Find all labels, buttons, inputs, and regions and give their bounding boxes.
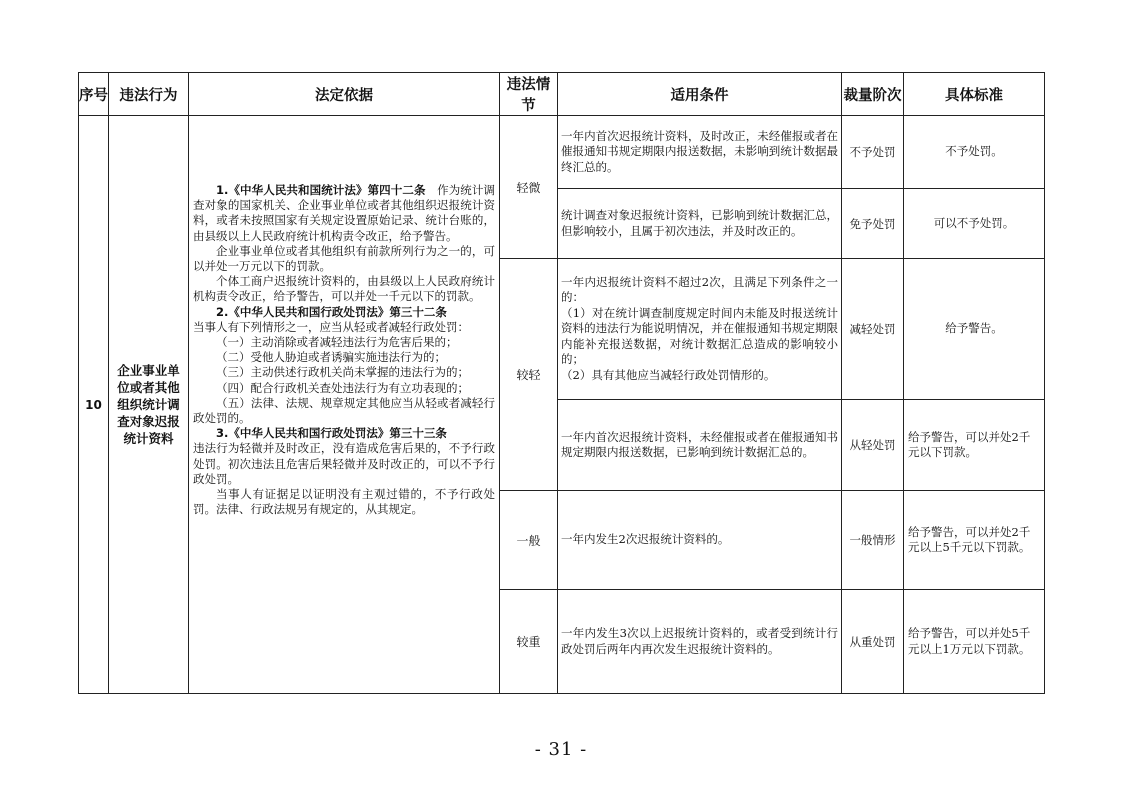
standard-cell: 不予处罚。: [904, 116, 1045, 189]
condition-line: 一年内迟报统计资料不超过2次，且满足下列条件之一的：: [561, 274, 838, 305]
header-seq: 序号: [79, 73, 109, 116]
header-tier: 裁量阶次: [842, 73, 904, 116]
condition-cell: 统计调查对象迟报统计资料，已影响到统计数据汇总，但影响较小，且属于初次违法，并及时改正的。: [558, 189, 842, 259]
basis-para-4-text: 当事人有下列情形之一，应当从轻或者减轻行政处罚：: [193, 319, 469, 334]
condition-cell: 一年内发生3次以上迟报统计资料的，或者受到统计行政处罚后两年内再次发生迟报统计资料的。: [558, 590, 842, 694]
basis-para-5-text: 违法行为轻微并及时改正，没有造成危害后果的，不予行政处罚。初次违法且危害后果轻微并及时改正的，可以不予行政处罚。: [193, 441, 495, 486]
condition-cell: [558, 259, 842, 400]
standard-cell: 给予警告，可以并处2千元以上5千元以下罚款。: [904, 491, 1045, 590]
basis-item-3: （三）主动供述行政机关尚未掌握的违法行为的；: [216, 365, 469, 380]
condition-cell: 一年内首次迟报统计资料，及时改正，未经催报或者在催报通知书规定期限内报送数据，未影响到统计数据最终汇总的。: [558, 116, 842, 189]
standard-cell: 给予警告，可以并处5千元以上1万元以下罚款。: [904, 590, 1045, 694]
basis-item-1: （一）主动消除或者减轻违法行为危害后果的；: [216, 335, 458, 350]
tier-cell: 从轻处罚: [842, 400, 904, 491]
basis-item-5: （五）法律、法规、规章规定其他应当从轻或者减轻行政处罚的。: [193, 395, 495, 426]
standard-cell: 给予警告，可以并处2千元以下罚款。: [904, 400, 1045, 491]
standard-cell: 可以不予处罚。: [904, 189, 1045, 259]
condition-line: （1）对在统计调查制度规定时间内未能及时报送统计资料的违法行为能说明情况，并在催报通知书规定期限内能补充报送数据，对统计数据汇总造成的影响较小的；: [561, 305, 838, 367]
condition-cell: 一年内发生2次迟报统计资料的。: [558, 491, 842, 590]
tier-cell: 不予处罚: [842, 116, 904, 189]
header-basis: 法定依据: [189, 73, 500, 116]
basis-para-1: [193, 183, 495, 244]
basis-law-1-title: 1.《中华人民共和国统计法》第四十二条: [216, 183, 426, 197]
level-light: 较轻: [500, 259, 558, 491]
penalty-table: [78, 72, 1045, 694]
basis-para-6: 当事人有证据足以证明没有主观过错的，不予行政处罚。法律、行政法规另有规定的，从其规定。: [193, 487, 495, 517]
basis-law-2-title: 2.《中华人民共和国行政处罚法》第三十二条: [216, 304, 447, 319]
level-minor: 轻微: [500, 116, 558, 259]
standard-cell: 给予警告。: [904, 259, 1045, 400]
level-serious: 较重: [500, 590, 558, 694]
header-standard: 具体标准: [904, 73, 1045, 116]
basis-para-3: 个体工商户迟报统计资料的，由县级以上人民政府统计机构责令改正，给予警告，可以并处一千元以下的罚款。: [193, 274, 495, 304]
basis-law-1-text: 作为统计调查对象的国家机关、企业事业单位或者其他组织迟报统计资料，或者未按照国家有关规定设置原始记录、统计台账的，由县级以上人民政府统计机构责令改正，给予警告。: [193, 183, 495, 243]
tier-cell: 免予处罚: [842, 189, 904, 259]
header-condition: 适用条件: [558, 73, 842, 116]
legal-basis: [189, 116, 500, 694]
basis-item-2: （二）受他人胁迫或者诱骗实施违法行为的；: [216, 350, 446, 365]
condition-line: （2）具有其他应当减轻行政处罚情形的。: [561, 367, 776, 382]
page-number: - 31 -: [534, 739, 588, 760]
basis-law-3-title: 3.《中华人民共和国行政处罚法》第三十三条: [216, 426, 447, 441]
basis-item-4: （四）配合行政机关查处违法行为有立功表现的；: [216, 380, 469, 395]
entry-seq: 10: [79, 116, 109, 694]
entry-act: 企业事业单位或者其他组织统计调查对象迟报统计资料: [109, 116, 189, 694]
basis-para-5: [193, 426, 495, 441]
tier-cell: 减轻处罚: [842, 259, 904, 400]
tier-cell: 从重处罚: [842, 590, 904, 694]
basis-para-4: [193, 305, 495, 320]
header-act: 违法行为: [109, 73, 189, 116]
condition-cell: 一年内首次迟报统计资料，未经催报或者在催报通知书规定期限内报送数据，已影响到统计数据汇总的。: [558, 400, 842, 491]
tier-cell: 一般情形: [842, 491, 904, 590]
basis-para-2: 企业事业单位或者其他组织有前款所列行为之一的，可以并处一万元以下的罚款。: [193, 243, 495, 274]
table-header-row: [79, 73, 1045, 116]
level-general: 一般: [500, 491, 558, 590]
table-row: [79, 116, 1045, 189]
header-level: 违法情节: [500, 73, 558, 116]
